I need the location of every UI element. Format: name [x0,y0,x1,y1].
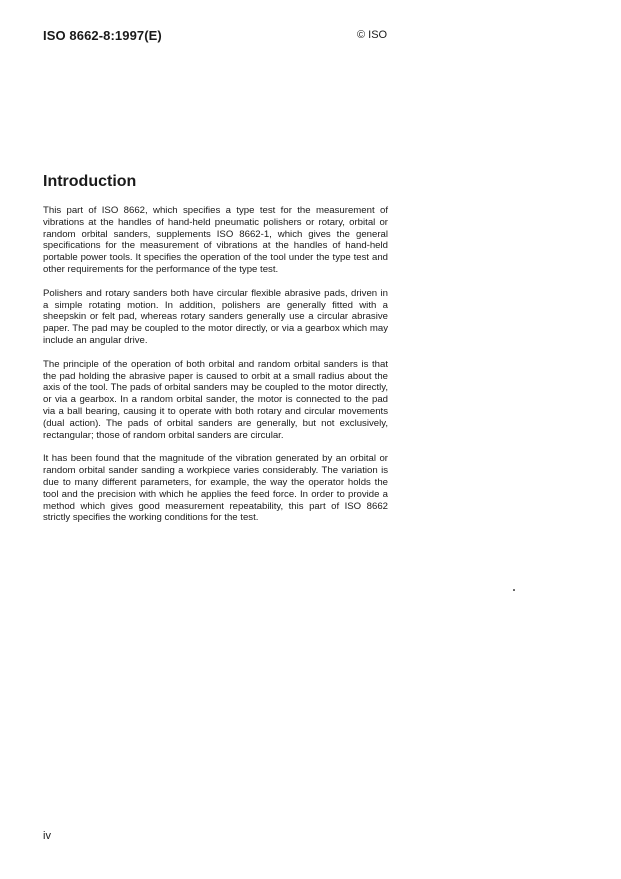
paragraph-3: The principle of the operation of both orbital and random orbital sanders is that the pad holding the abrasive paper is caused to orbit at a small radius about the axis of the tool. The pads of orbital sanders may be coupled to the motor directly, or via a gearbox. In a random orbital sander, the motor is connected to the pad via a ball bearing, causing it to operate with both rotary and circular movements (dual action). The pads of orbital sanders are generally, but not exclusively, rectangular; those of random orbital sanders are circular. [43,358,388,441]
paragraph-4: It has been found that the magnitude of the vibration generated by an orbital or random orbital sander sanding a workpiece varies considerably. The variation is due to many different parameters, for example, the way the operator holds the tool and the precision with which he applies the feed force. In order to provide a method which gives good measurement repeatability, this part of ISO 8662 strictly specifies the working conditions for the test. [43,453,388,524]
copyright-notice: © ISO [357,29,388,41]
page-number: iv [43,830,51,842]
section-title: Introduction [43,173,137,190]
section-body [43,205,388,536]
paragraph-1: This part of ISO 8662, which specifies a type test for the measurement of vibrations at the handles of hand-held pneumatic polishers or rotary, orbital or random orbital sanders, supplements ISO 8662-1, which gives the general specifications for the measurement of vibrations at the handles of hand-held portable power tools. It specifies the operation of the tool under the type test and other requirements for the performance of the type test. [43,205,388,275]
document-standard-id: ISO 8662-8:1997(E) [43,28,162,43]
scan-speck [513,589,515,591]
paragraph-2: Polishers and rotary sanders both have circular flexible abrasive pads, driven in a simple rotating motion. In addition, polishers are generally fitted with a sheepskin or felt pad, whereas rotary sanders generally use a circular abrasive paper. The pad may be coupled to the motor directly, or via a gearbox which may include an angular drive. [43,287,388,346]
